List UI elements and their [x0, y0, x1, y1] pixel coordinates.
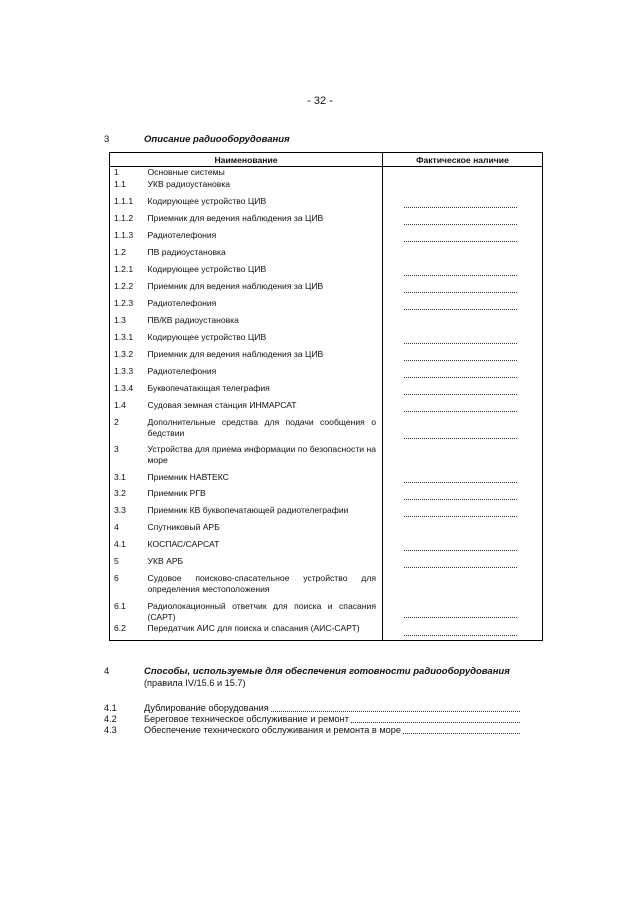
row-number: 3: [110, 444, 148, 472]
fill-in-line[interactable]: [404, 516, 517, 517]
row-number: 6: [110, 573, 148, 601]
table-row: [110, 264, 543, 281]
row-fact-cell[interactable]: [383, 417, 543, 444]
table-row: [110, 230, 543, 247]
table-header-row: [110, 153, 543, 167]
row-fact-cell[interactable]: [383, 332, 543, 349]
row-number: 1: [110, 167, 148, 179]
table-row: [110, 556, 543, 573]
row-number: 2: [110, 417, 148, 444]
row-number: 1.3.3: [110, 366, 148, 383]
row-name: Радиотелефония: [147, 365, 217, 376]
row-number: 1.4: [110, 400, 148, 417]
row-fact-cell[interactable]: [383, 196, 543, 213]
table-row: [110, 167, 543, 179]
row-fact-cell[interactable]: [383, 444, 543, 472]
row-name: Приемник КВ буквопечатающей радиотелеграфии: [147, 504, 349, 515]
fill-in-line[interactable]: [404, 343, 517, 344]
item-text: Обеспечение технического обслуживания и ремонта в море: [144, 725, 401, 735]
item-text: Дублирование оборудования: [144, 703, 269, 713]
fill-in-line[interactable]: [404, 635, 517, 636]
table-row: [110, 623, 543, 641]
fill-in-line[interactable]: [404, 377, 517, 378]
row-number: 6.1: [110, 601, 148, 623]
fill-in-line[interactable]: [404, 360, 517, 361]
table-row: [110, 472, 543, 488]
readiness-methods-list: [104, 703, 520, 736]
fill-in-line[interactable]: [404, 617, 517, 618]
row-fact-cell[interactable]: [383, 556, 543, 573]
fill-in-line[interactable]: [404, 482, 517, 483]
fill-in-line[interactable]: [404, 567, 517, 568]
row-name: Приемник для ведения наблюдения за ЦИВ: [147, 280, 324, 291]
row-name: КОСПАС/САРСАТ: [147, 538, 220, 549]
row-number: 3.3: [110, 505, 148, 522]
fill-in-line[interactable]: [404, 275, 517, 276]
row-fact-cell[interactable]: [383, 349, 543, 366]
table-row: [110, 196, 543, 213]
radio-equipment-table: [109, 152, 543, 641]
table-row: [110, 400, 543, 417]
item-number: 4.2: [104, 714, 117, 724]
row-name: Радиотелефония: [147, 297, 217, 308]
row-name: Спутниковый АРБ: [147, 521, 220, 532]
row-name: Кодирующее устройство ЦИВ: [147, 195, 267, 206]
section-title: Описание радиооборудования: [144, 134, 290, 145]
fill-in-line[interactable]: [404, 207, 517, 208]
row-number: 1.2.3: [110, 298, 148, 315]
row-fact-cell[interactable]: [383, 281, 543, 298]
row-number: 1.1.1: [110, 196, 148, 213]
fill-in-line[interactable]: [404, 241, 517, 242]
row-name: Судовое поисково-спасательное устройство для определения местоположения: [147, 572, 376, 594]
table-row: [110, 522, 543, 539]
table-row: [110, 179, 543, 196]
row-fact-cell[interactable]: [383, 167, 543, 179]
table-row: [110, 332, 543, 349]
row-number: 1.1: [110, 179, 148, 196]
row-fact-cell[interactable]: [383, 179, 543, 196]
fill-in-line[interactable]: [404, 438, 517, 439]
row-fact-cell[interactable]: [383, 230, 543, 247]
row-number: 1.3.4: [110, 383, 148, 400]
row-number: 6.2: [110, 623, 148, 641]
table-row: [110, 601, 543, 623]
row-name: Дополнительные средства для подачи сообщения о бедствии: [147, 416, 376, 438]
fill-in-line[interactable]: [404, 499, 517, 500]
row-fact-cell[interactable]: [383, 472, 543, 488]
row-name: Кодирующее устройство ЦИВ: [147, 263, 267, 274]
row-number: 5: [110, 556, 148, 573]
header-fact: Фактическое наличие: [383, 153, 543, 167]
table-row: [110, 298, 543, 315]
section-number: 3: [104, 134, 110, 145]
fill-in-line[interactable]: [404, 550, 517, 551]
row-fact-cell[interactable]: [383, 213, 543, 230]
row-name: Передатчик АИС для поиска и спасания (АИС-САРТ): [148, 623, 383, 641]
table-row: [110, 505, 543, 522]
row-number: 1.1.2: [110, 213, 148, 230]
row-name: Радиотелефония: [147, 229, 217, 240]
table-row: [110, 315, 543, 332]
item-text: Береговое техническое обслуживание и ремонт: [144, 714, 349, 724]
fill-in-line[interactable]: [404, 411, 517, 412]
row-number: 3.1: [110, 472, 148, 488]
row-name: Устройства для приема информации по безопасности на море: [147, 443, 376, 465]
row-name: Приемник РГВ: [147, 487, 206, 498]
table-row: [110, 488, 543, 505]
row-name: Приемник НАВТЕКС: [147, 471, 229, 482]
table-row: [110, 383, 543, 400]
row-number: 1.2.2: [110, 281, 148, 298]
row-name: ПВ/КВ радиоустановка: [147, 314, 239, 325]
row-fact-cell[interactable]: [383, 522, 543, 539]
row-fact-cell[interactable]: [383, 315, 543, 332]
header-name: Наименование: [110, 153, 383, 167]
row-number: 3.2: [110, 488, 148, 505]
row-name: ПВ радиоустановка: [147, 246, 226, 257]
item-number: 4.3: [104, 725, 117, 735]
row-number: 4.1: [110, 539, 148, 556]
fill-in-line[interactable]: [404, 292, 517, 293]
section-subtitle: (правила IV/15.6 и 15.7): [144, 678, 246, 688]
row-number: 1.3.1: [110, 332, 148, 349]
row-name: УКВ радиоустановка: [147, 178, 231, 189]
section-title: Способы, используемые для обеспечения готовности радиооборудования: [144, 666, 510, 677]
table-row: [110, 573, 543, 601]
row-fact-cell[interactable]: [383, 488, 543, 505]
list-item: [104, 703, 520, 714]
row-fact-cell[interactable]: [383, 264, 543, 281]
table-body: [110, 167, 543, 641]
row-fact-cell[interactable]: [383, 400, 543, 417]
row-name: Радиолокационный ответчик для поиска и спасания (САРТ): [147, 600, 376, 622]
section-number: 4: [104, 666, 110, 677]
fill-in-line[interactable]: [404, 309, 517, 310]
fill-in-line[interactable]: [404, 394, 517, 395]
row-name: Судовая земная станция ИНМАРСАТ: [147, 399, 297, 410]
row-fact-cell[interactable]: [383, 601, 543, 623]
row-name: Приемник для ведения наблюдения за ЦИВ: [147, 212, 324, 223]
row-fact-cell[interactable]: [383, 539, 543, 556]
row-fact-cell[interactable]: [383, 298, 543, 315]
row-fact-cell[interactable]: [383, 383, 543, 400]
row-fact-cell[interactable]: [383, 505, 543, 522]
row-name: Буквопечатающая телеграфия: [147, 382, 270, 393]
list-item: [104, 725, 520, 736]
row-number: 1.2: [110, 247, 148, 264]
row-number: 1.3.2: [110, 349, 148, 366]
fill-in-line[interactable]: [404, 224, 517, 225]
row-number: 1.1.3: [110, 230, 148, 247]
row-number: 1.3: [110, 315, 148, 332]
table-row: [110, 247, 543, 264]
row-name: Основные системы: [147, 167, 225, 177]
table-row: [110, 444, 543, 472]
table-row: [110, 539, 543, 556]
table-row: [110, 417, 543, 444]
table-row: [110, 366, 543, 383]
row-name: Кодирующее устройство ЦИВ: [147, 331, 267, 342]
row-fact-cell[interactable]: [383, 366, 543, 383]
list-item: [104, 714, 520, 725]
table-row: [110, 281, 543, 298]
row-fact-cell[interactable]: [383, 247, 543, 264]
row-name: Приемник для ведения наблюдения за ЦИВ: [147, 348, 324, 359]
table-row: [110, 213, 543, 230]
row-fact-cell[interactable]: [383, 573, 543, 601]
row-number: 1.2.1: [110, 264, 148, 281]
item-number: 4.1: [104, 703, 117, 713]
table-row: [110, 349, 543, 366]
page-number: - 32 -: [307, 95, 333, 107]
row-name: УКВ АРБ: [147, 555, 184, 566]
row-number: 4: [110, 522, 148, 539]
row-fact-cell[interactable]: [383, 623, 543, 641]
